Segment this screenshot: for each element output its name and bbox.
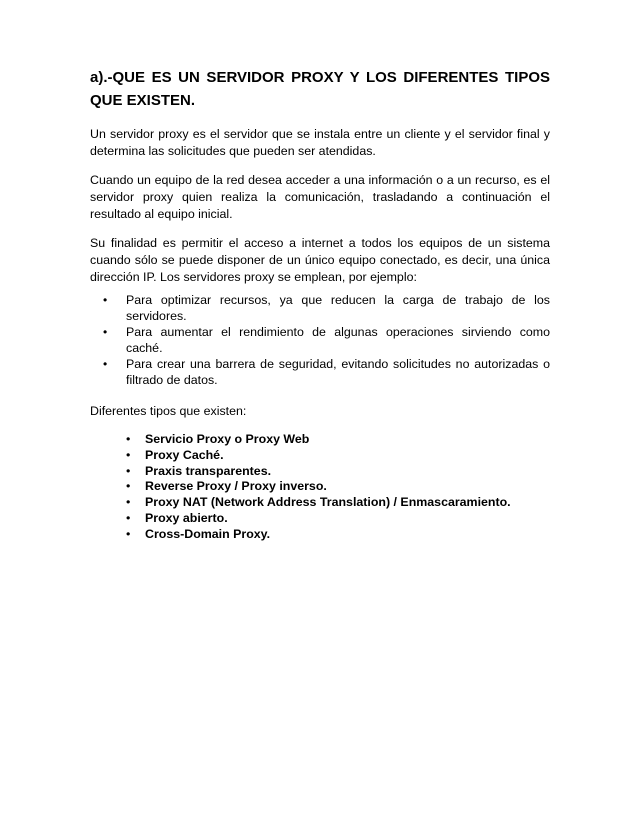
bullet-icon: • bbox=[103, 325, 108, 339]
bullet-icon: • bbox=[103, 357, 108, 371]
bullet-icon: • bbox=[126, 495, 131, 510]
title-line-1: a).-QUE ES UN SERVIDOR PROXY Y LOS DIFERENTES TIPOS bbox=[90, 69, 550, 86]
list-item bbox=[90, 511, 550, 527]
type-label: Proxy Caché. bbox=[145, 447, 224, 462]
list-item bbox=[90, 495, 550, 511]
bullet-icon: • bbox=[126, 479, 131, 494]
list-item bbox=[90, 356, 550, 388]
bullet-icon: • bbox=[126, 510, 131, 525]
list-item-text: Para crear una barrera de seguridad, evitando solicitudes no autorizadas o filtrado de datos. bbox=[126, 357, 550, 387]
types-list bbox=[90, 432, 550, 543]
list-item bbox=[90, 464, 550, 480]
uses-list bbox=[90, 292, 550, 388]
paragraph-definition: Un servidor proxy es el servidor que se instala entre un cliente y el servidor final y determina las solicitudes que pueden ser atendidas. bbox=[90, 127, 550, 158]
list-item-text: Para optimizar recursos, ya que reducen la carga de trabajo de los servidores. bbox=[126, 293, 550, 323]
bullet-icon: • bbox=[126, 463, 131, 478]
list-item bbox=[90, 432, 550, 448]
type-label: Praxis transparentes. bbox=[145, 463, 272, 478]
document-page bbox=[90, 66, 550, 543]
list-item-text: Para aumentar el rendimiento de algunas operaciones sirviendo como caché. bbox=[126, 325, 550, 355]
page-title bbox=[90, 66, 550, 112]
list-item bbox=[90, 479, 550, 495]
list-item bbox=[90, 324, 550, 356]
type-label: Proxy abierto. bbox=[145, 510, 228, 525]
title-line-2: QUE EXISTEN. bbox=[90, 92, 196, 109]
bullet-icon: • bbox=[103, 293, 108, 307]
bullet-icon: • bbox=[126, 432, 131, 446]
type-label: Reverse Proxy / Proxy inverso. bbox=[145, 479, 327, 494]
bullet-icon: • bbox=[126, 526, 131, 541]
paragraph-function: Cuando un equipo de la red desea acceder a una información o a un recurso, es el servidor proxy quien realiza la comunicación, trasladando a continuación el resultado al equipo inicial. bbox=[90, 173, 550, 221]
type-label: Cross-Domain Proxy. bbox=[145, 526, 271, 541]
list-item bbox=[90, 292, 550, 324]
types-intro: Diferentes tipos que existen: bbox=[90, 404, 247, 418]
paragraph-purpose: Su finalidad es permitir el acceso a internet a todos los equipos de un sistema cuando sólo se puede disponer de un único equipo conectado, es decir, una única dirección IP. Los servidores proxy se emplean, por ejemplo: bbox=[90, 236, 550, 284]
bullet-icon: • bbox=[126, 447, 131, 462]
list-item bbox=[90, 448, 550, 464]
type-label: Proxy NAT (Network Address Translation) / Enmascaramiento. bbox=[145, 495, 511, 510]
list-item bbox=[90, 527, 550, 543]
type-label: Servicio Proxy o Proxy Web bbox=[145, 432, 310, 446]
